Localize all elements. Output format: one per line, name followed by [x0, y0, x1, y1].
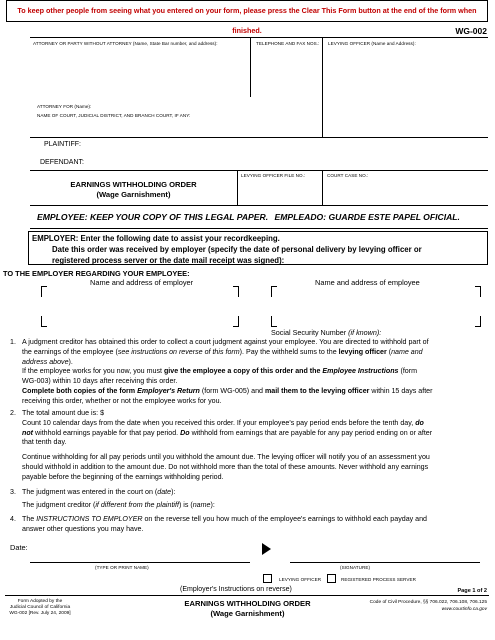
levying-officer-label: LEVYING OFFICER (Name and Address): [328, 41, 416, 46]
employee-notice [37, 212, 460, 222]
item2-line-f: should withhold in addition to the amount due. Do not withhold more than the total of these amounts. Never withhold any earnings [22, 462, 429, 471]
item1-line-g: receiving this order, whether or not the employee works for you. [22, 396, 222, 405]
item1-line-a: A judgment creditor has obtained this order to collect a court judgment against your employee. You are directed to withhold part of [22, 338, 429, 346]
item1-line-d: If the employee works for you now, you must give the employee a copy of this order and the Employee Instructions (form [22, 367, 418, 376]
caption-title-line2: (Wage Garnishment) [96, 190, 171, 199]
item4-number: 4. [10, 515, 16, 523]
ssn-field [271, 328, 381, 337]
to-employer-heading: TO THE EMPLOYER REGARDING YOUR EMPLOYEE: [3, 269, 190, 278]
item4-line-a: The INSTRUCTIONS TO EMPLOYER on the reverse tell you how much of the employee's earnings to withhold each payday and [22, 515, 427, 523]
attorney-label: ATTORNEY OR PARTY WITHOUT ATTORNEY (Name, State Bar number, and address): [33, 41, 218, 46]
employee-notice-spanish: EMPLEADO: GUARDE ESTE PAPEL OFICIAL. [274, 212, 460, 222]
item1-line-c: address above). [22, 357, 73, 366]
process-server-checkbox[interactable] [327, 574, 336, 583]
item1-text [22, 338, 484, 407]
process-server-checkbox-label: REGISTERED PROCESS SERVER [341, 577, 416, 582]
employer-address-label: Name and address of employer [90, 278, 194, 287]
footer-adopted-line2: Judicial Council of California [9, 605, 71, 610]
footer-url-link[interactable]: www.courtinfo.ca.gov [441, 607, 487, 612]
item2-line-g: payable before the beginning of the earnings withholding period. [22, 472, 224, 481]
item2-line-b: Count 10 calendar days from the date when you received this order. If your employee's pay period ends before the tenth day, do [22, 418, 424, 427]
footer-code [370, 599, 487, 613]
employee-notice-english: EMPLOYEE: KEEP YOUR COPY OF THIS LEGAL PAPER. [37, 212, 269, 222]
signature-arrow-icon [262, 543, 271, 555]
privacy-banner: To keep other people from seeing what you entered on your form, please press the Clear This Form button at the end of the form when finished. [6, 0, 488, 22]
reverse-note: (Employer's Instructions on reverse) [180, 586, 292, 593]
court-case-label: COURT CASE NO.: [327, 173, 369, 178]
date-label: Date: [10, 543, 28, 552]
item4-text [22, 515, 484, 535]
employer-box-line2: Date this order was received by employer (specify the date of personal delivery by levying officer or [52, 245, 422, 254]
caption-title-line1: EARNINGS WITHHOLDING ORDER [70, 180, 197, 189]
item1-number: 1. [10, 338, 16, 346]
item2-amount-due: The total amount due is: $ [22, 409, 105, 417]
footer-title-line1: EARNINGS WITHHOLDING ORDER [184, 599, 311, 608]
item2-text [22, 409, 484, 483]
levying-officer-checkbox[interactable] [263, 574, 272, 583]
page-number: Page 1 of 2 [457, 588, 487, 594]
footer-adopted-line1: Form Adopted by the [17, 599, 63, 604]
form-number: WG-002 [455, 26, 487, 36]
ssn-label: Social Security Number [271, 328, 347, 337]
footer-title [150, 599, 345, 619]
phone-label: TELEPHONE AND FAX NOS.: [256, 41, 320, 46]
employer-box-line1: EMPLOYER: Enter the following date to assist your recordkeeping. [32, 234, 280, 243]
item2-line-d: that tenth day. [22, 438, 67, 447]
employer-box-line3: registered process server or the date mail receipt was signed): [52, 256, 285, 265]
levying-officer-checkbox-label: LEVYING OFFICER [279, 577, 322, 582]
footer-code-citation: Code of Civil Procedure, §§ 706.022, 706.108, 706.125 [369, 600, 487, 605]
footer-adopted-line3: WG-002 [Rev. July 24, 2009] [9, 611, 71, 616]
item4-line-b: answer other questions you may have. [22, 524, 144, 533]
item3-text [22, 488, 484, 511]
item2-line-c: not withhold earnings payable for that pay period. Do withhold from earnings that are payable for any pay period ending on or after [22, 428, 433, 437]
footer-adopted [5, 599, 75, 617]
signature-label: (SIGNATURE) [340, 565, 371, 570]
type-name-label: (TYPE OR PRINT NAME) [95, 565, 149, 570]
item2-line-e: Continue withholding for all pay periods until you withhold the amount due. The levying officer will notify you of an assessment you [22, 453, 430, 462]
court-name-label: NAME OF COURT, JUDICIAL DISTRICT, AND BRANCH COURT, IF ANY: [37, 113, 191, 118]
item2-number: 2. [10, 409, 16, 417]
footer-title-line2: (Wage Garnishment) [210, 609, 285, 618]
employee-address-label: Name and address of employee [315, 278, 420, 287]
item1-line-f: Complete both copies of the form Employer's Return (form WG-005) and mail them to the levying officer within 15 days after [22, 386, 433, 395]
defendant-label: DEFENDANT: [40, 159, 84, 166]
plaintiff-label: PLAINTIFF: [44, 141, 81, 148]
ssn-hint: (if known): [348, 328, 382, 337]
item3-number: 3. [10, 488, 16, 496]
item3-line-a: The judgment was entered in the court on (date): [22, 488, 176, 496]
employer-box-text [32, 233, 422, 266]
attorney-for-label: ATTORNEY FOR (Name): [37, 104, 92, 109]
item1-line-e: WG-003) within 10 days after receiving this order. [22, 377, 178, 386]
item1-line-b: the earnings of the employee (see instructions on reverse of this form). Pay the withheld sums to the levying officer (name and [22, 347, 423, 356]
item3-line-b: The judgment creditor (if different from the plaintiff) is (name): [22, 500, 215, 509]
levying-file-label: LEVYING OFFICER FILE NO.: [241, 173, 306, 178]
